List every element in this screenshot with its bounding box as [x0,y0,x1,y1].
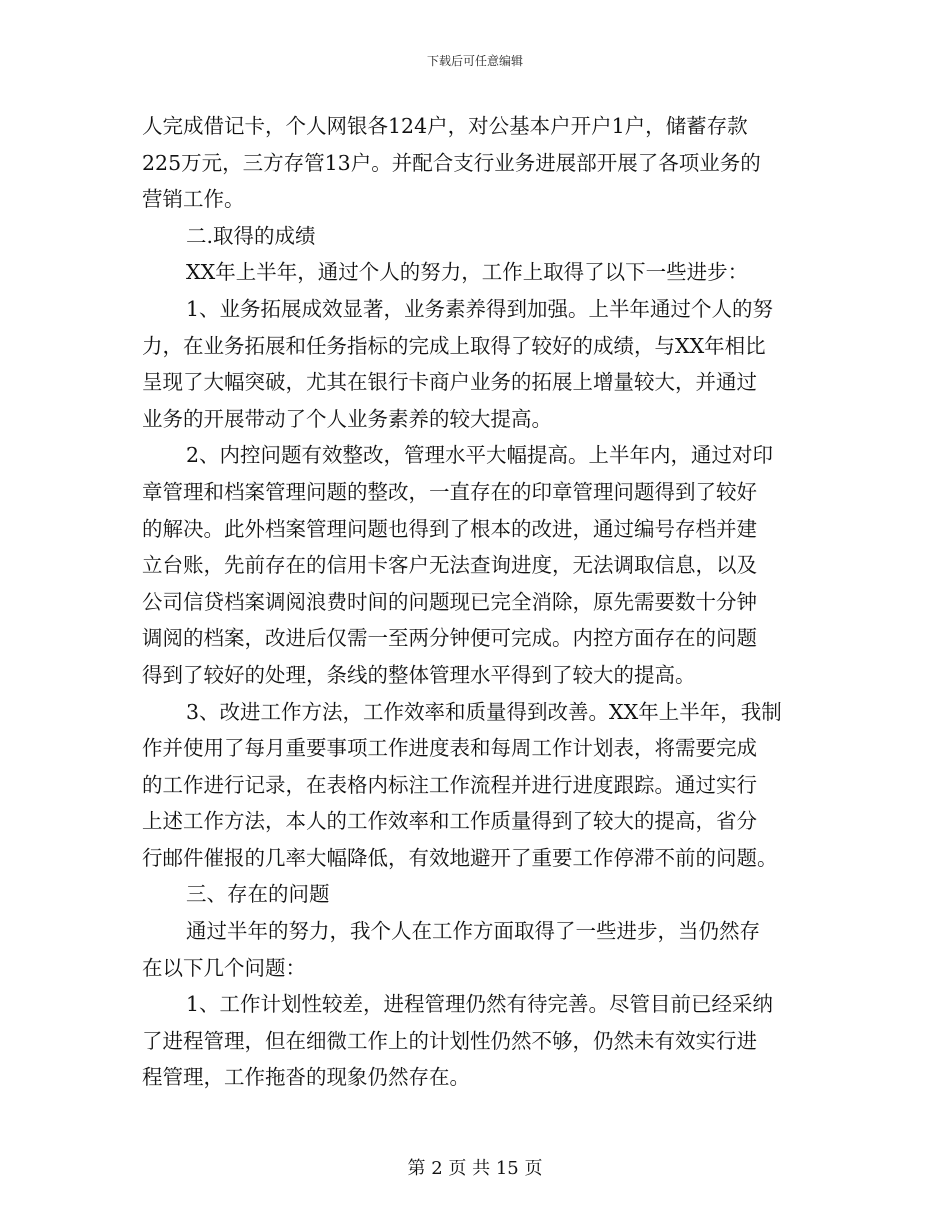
text-line: 立台账，先前存在的信用卡客户无法查询进度，无法调取信息，以及 [142,553,757,578]
text-line: 得到了较好的处理，条线的整体管理水平得到了较大的提高。 [142,662,696,687]
text-line: 人完成借记卡，个人网银各124户，对公基本户开户1户，储蓄存款 [142,114,748,138]
text-line: 行邮件催报的几率大幅降低，有效地避开了重要工作停滞不前的问题。 [142,845,778,870]
text-line: 调阅的档案，改进后仅需一至两分钟便可完成。内控方面存在的问题 [142,626,757,651]
text-line: 的工作进行记录，在表格内标注工作流程并进行进度跟踪。通过实行 [142,772,757,797]
text-line: 作并使用了每月重要事项工作进度表和每周工作计划表，将需要完成 [142,736,757,761]
text-line: 了进程管理，但在细微工作上的计划性仍然不够，仍然未有效实行进 [142,1028,757,1053]
text-line: 程管理，工作拖沓的现象仍然存在。 [142,1065,470,1090]
text-line: 在以下几个问题： [142,955,306,980]
text-line: 3、改进工作方法，工作效率和质量得到改善。XX年上半年，我制 [186,699,782,724]
text-line: 二.取得的成绩 [186,223,316,248]
text-line: 业务的开展带动了个人业务素养的较大提高。 [142,406,552,431]
page-footer: 第 2 页 共 15 页 [407,1158,543,1179]
text-line: 力，在业务拓展和任务指标的完成上取得了较好的成绩，与XX年相比 [142,333,766,358]
text-line: XX年上半年，通过个人的努力，工作上取得了以下一些进步： [186,260,749,285]
text-line: 2、内控问题有效整改，管理水平大幅提高。上半年内，通过对印 [186,443,774,468]
text-line: 通过半年的努力，我个人在工作方面取得了一些进步，当仍然存 [186,919,760,944]
text-line: 呈现了大幅突破，尤其在银行卡商户业务的拓展上增量较大，并通过 [142,370,757,395]
text-line: 225万元，三方存管13户。并配合支行业务进展部开展了各项业务的 [142,150,761,175]
text-line: 1、业务拓展成效显著，业务素养得到加强。上半年通过个人的努 [186,296,774,321]
text-line: 公司信贷档案调阅浪费时间的问题现已完全消除，原先需要数十分钟 [142,589,757,614]
text-line: 的解决。此外档案管理问题也得到了根本的改进，通过编号存档并建 [142,516,757,541]
text-line: 营销工作。 [142,187,245,212]
page-header: 下载后可任意编辑 [426,54,523,68]
text-line: 上述工作方法，本人的工作效率和工作质量得到了较大的提高，省分 [142,809,757,834]
text-line: 章管理和档案管理问题的整改，一直存在的印章管理问题得到了较好 [142,479,757,504]
text-line: 三、存在的问题 [186,882,330,907]
document-body [142,108,812,1096]
text-line: 1、工作计划性较差，进程管理仍然有待完善。尽管目前已经采纳 [186,992,774,1017]
